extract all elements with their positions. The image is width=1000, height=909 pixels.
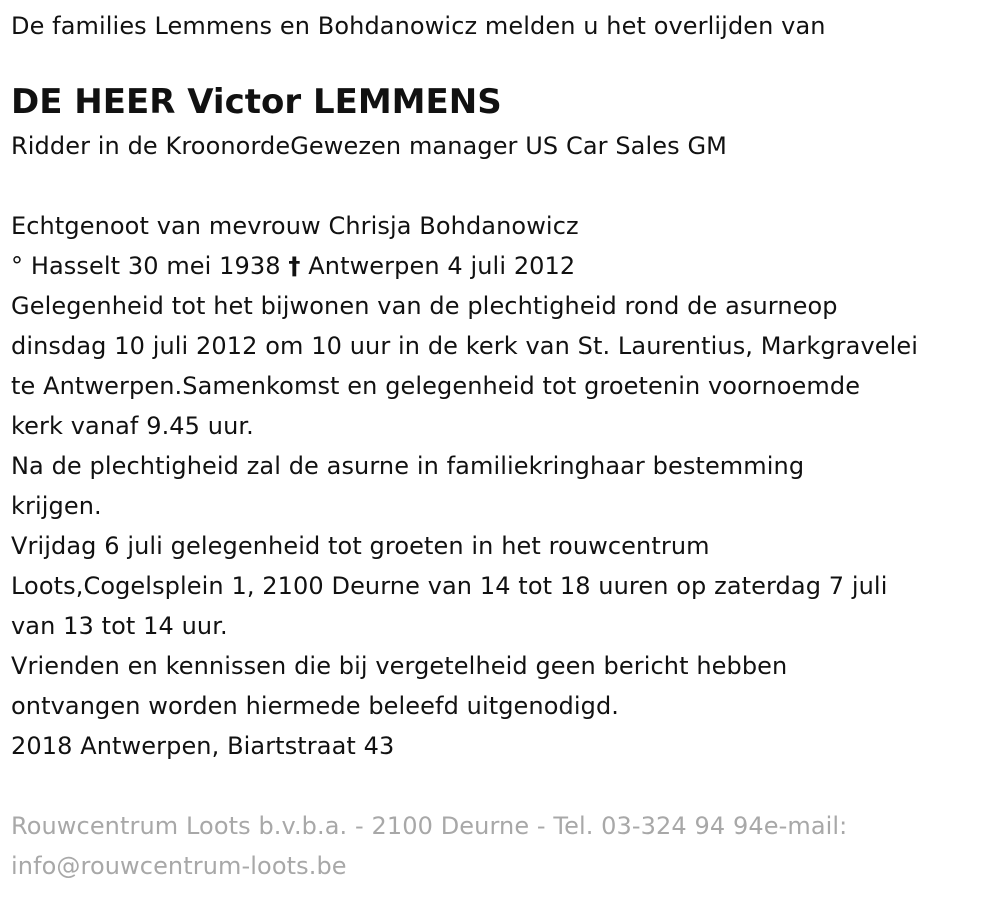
death-text: Antwerpen 4 juli 2012 [308,252,576,280]
footer-email: info@rouwcentrum-loots.be [11,852,347,880]
deceased-titles: Ridder in de KroonordeGewezen manager US Car Sales GM [11,132,727,160]
body-line: Vrienden en kennissen die bij vergetelheid geen bericht hebben [11,652,788,680]
birth-death-line [11,246,991,286]
body-line: van 13 tot 14 uur. [11,612,228,640]
deceased-name: DE HEER Victor LEMMENS [11,82,502,122]
body-line: Loots,Cogelsplein 1, 2100 Deurne van 14 tot 18 uuren op zaterdag 7 juli [11,572,888,600]
obituary-notice [11,6,991,886]
spacer [11,166,991,206]
body-line: Na de plechtigheid zal de asurne in familiekringhaar bestemming [11,452,805,480]
birth-text: ° Hasselt 30 mei 1938 [11,252,281,280]
body-line: krijgen. [11,492,102,520]
announcement-text: De families Lemmens en Bohdanowicz melden u het overlijden van [11,12,826,40]
body-line: Gelegenheid tot het bijwonen van de plechtigheid rond de asurneop [11,292,838,320]
footer-funeral-home: Rouwcentrum Loots b.v.b.a. - 2100 Deurne - Tel. 03-324 94 94e-mail: [11,812,848,840]
body-line: Vrijdag 6 juli gelegenheid tot groeten in het rouwcentrum [11,532,710,560]
address-text: 2018 Antwerpen, Biartstraat 43 [11,732,395,760]
body-line: dinsdag 10 juli 2012 om 10 uur in de kerk van St. Laurentius, Markgravelei [11,332,919,360]
body-line: kerk vanaf 9.45 uur. [11,412,254,440]
cross-icon: † [288,252,301,280]
spacer [11,766,991,806]
body-line: ontvangen worden hiermede beleefd uitgenodigd. [11,692,620,720]
body-line: te Antwerpen.Samenkomst en gelegenheid tot groetenin voornoemde [11,372,861,400]
spouse-text: Echtgenoot van mevrouw Chrisja Bohdanowicz [11,212,579,240]
